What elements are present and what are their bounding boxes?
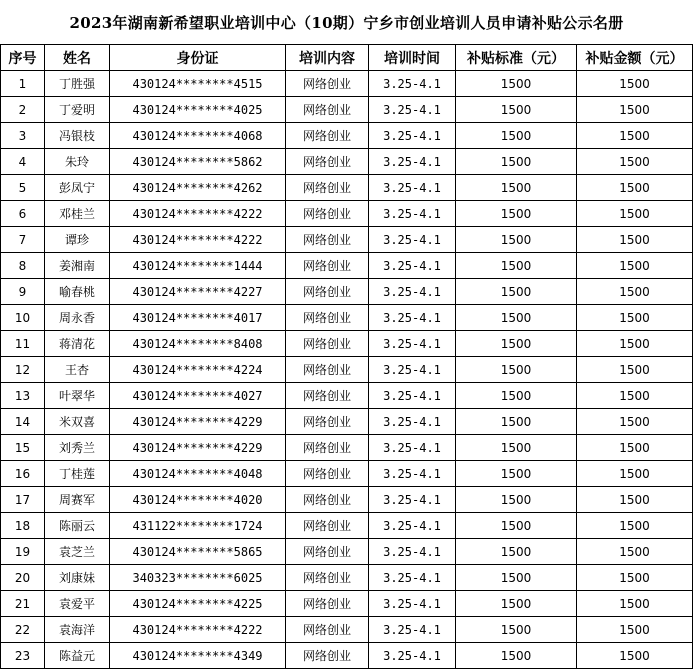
cell-id-number: 430124********4068 [110, 123, 286, 149]
cell-id-number: 430124********5862 [110, 149, 286, 175]
cell-training-content: 网络创业 [286, 357, 369, 383]
cell-name: 朱玲 [45, 149, 110, 175]
cell-subsidy-amount: 1500 [577, 617, 693, 643]
cell-subsidy-standard: 1500 [456, 305, 577, 331]
cell-subsidy-amount: 1500 [577, 305, 693, 331]
cell-subsidy-standard: 1500 [456, 227, 577, 253]
cell-name: 刘康妹 [45, 565, 110, 591]
cell-training-content: 网络创业 [286, 331, 369, 357]
cell-subsidy-amount: 1500 [577, 253, 693, 279]
cell-training-content: 网络创业 [286, 643, 369, 669]
cell-subsidy-standard: 1500 [456, 487, 577, 513]
cell-subsidy-amount: 1500 [577, 123, 693, 149]
cell-subsidy-amount: 1500 [577, 331, 693, 357]
cell-training-content: 网络创业 [286, 149, 369, 175]
cell-index: 4 [1, 149, 45, 175]
table-row [1, 175, 693, 201]
cell-training-time: 3.25-4.1 [369, 175, 456, 201]
cell-name: 谭珍 [45, 227, 110, 253]
cell-subsidy-standard: 1500 [456, 149, 577, 175]
cell-index: 20 [1, 565, 45, 591]
cell-index: 23 [1, 643, 45, 669]
cell-index: 13 [1, 383, 45, 409]
cell-id-number: 430124********4222 [110, 201, 286, 227]
table-row [1, 357, 693, 383]
cell-subsidy-amount: 1500 [577, 435, 693, 461]
table-body [1, 71, 693, 669]
cell-subsidy-amount: 1500 [577, 461, 693, 487]
table-row [1, 461, 693, 487]
column-header-name: 姓名 [45, 45, 110, 71]
cell-training-content: 网络创业 [286, 175, 369, 201]
cell-index: 16 [1, 461, 45, 487]
cell-name: 米双喜 [45, 409, 110, 435]
cell-training-time: 3.25-4.1 [369, 227, 456, 253]
cell-id-number: 430124********1444 [110, 253, 286, 279]
cell-index: 1 [1, 71, 45, 97]
column-header-subsidy-standard: 补贴标准（元） [456, 45, 577, 71]
table-row [1, 123, 693, 149]
table-row [1, 643, 693, 669]
cell-index: 14 [1, 409, 45, 435]
cell-index: 9 [1, 279, 45, 305]
cell-id-number: 430124********4229 [110, 409, 286, 435]
cell-training-time: 3.25-4.1 [369, 253, 456, 279]
cell-subsidy-amount: 1500 [577, 513, 693, 539]
cell-training-content: 网络创业 [286, 591, 369, 617]
cell-id-number: 430124********4349 [110, 643, 286, 669]
cell-name: 刘秀兰 [45, 435, 110, 461]
cell-training-content: 网络创业 [286, 305, 369, 331]
cell-name: 袁芝兰 [45, 539, 110, 565]
cell-id-number: 430124********4222 [110, 227, 286, 253]
table-row [1, 71, 693, 97]
cell-training-content: 网络创业 [286, 201, 369, 227]
cell-index: 11 [1, 331, 45, 357]
cell-name: 周赛军 [45, 487, 110, 513]
table-row [1, 253, 693, 279]
cell-training-content: 网络创业 [286, 227, 369, 253]
cell-subsidy-standard: 1500 [456, 279, 577, 305]
cell-name: 丁桂莲 [45, 461, 110, 487]
cell-name: 姜湘南 [45, 253, 110, 279]
cell-id-number: 430124********4027 [110, 383, 286, 409]
table-row [1, 201, 693, 227]
cell-subsidy-standard: 1500 [456, 461, 577, 487]
cell-name: 丁胜强 [45, 71, 110, 97]
column-header-index: 序号 [1, 45, 45, 71]
cell-name: 蒋清花 [45, 331, 110, 357]
cell-subsidy-standard: 1500 [456, 71, 577, 97]
cell-training-content: 网络创业 [286, 513, 369, 539]
cell-subsidy-amount: 1500 [577, 175, 693, 201]
cell-subsidy-standard: 1500 [456, 97, 577, 123]
cell-name: 袁海洋 [45, 617, 110, 643]
cell-name: 邓桂兰 [45, 201, 110, 227]
cell-index: 12 [1, 357, 45, 383]
column-header-id-number: 身份证 [110, 45, 286, 71]
cell-id-number: 430124********4020 [110, 487, 286, 513]
cell-subsidy-amount: 1500 [577, 227, 693, 253]
cell-name: 陈益元 [45, 643, 110, 669]
cell-index: 18 [1, 513, 45, 539]
cell-name: 冯银枝 [45, 123, 110, 149]
cell-training-time: 3.25-4.1 [369, 149, 456, 175]
cell-subsidy-amount: 1500 [577, 357, 693, 383]
cell-subsidy-amount: 1500 [577, 487, 693, 513]
cell-id-number: 431122********1724 [110, 513, 286, 539]
cell-index: 10 [1, 305, 45, 331]
cell-subsidy-standard: 1500 [456, 201, 577, 227]
cell-training-content: 网络创业 [286, 97, 369, 123]
cell-subsidy-standard: 1500 [456, 539, 577, 565]
cell-subsidy-standard: 1500 [456, 331, 577, 357]
cell-training-time: 3.25-4.1 [369, 305, 456, 331]
cell-subsidy-standard: 1500 [456, 409, 577, 435]
subsidy-roster-table [0, 44, 693, 669]
cell-name: 王杏 [45, 357, 110, 383]
cell-id-number: 430124********4229 [110, 435, 286, 461]
cell-index: 8 [1, 253, 45, 279]
cell-training-time: 3.25-4.1 [369, 643, 456, 669]
cell-training-time: 3.25-4.1 [369, 71, 456, 97]
cell-id-number: 430124********5865 [110, 539, 286, 565]
cell-index: 19 [1, 539, 45, 565]
cell-subsidy-amount: 1500 [577, 591, 693, 617]
cell-name: 丁爱明 [45, 97, 110, 123]
table-row [1, 331, 693, 357]
cell-index: 3 [1, 123, 45, 149]
cell-training-content: 网络创业 [286, 279, 369, 305]
cell-subsidy-amount: 1500 [577, 71, 693, 97]
cell-training-time: 3.25-4.1 [369, 461, 456, 487]
cell-training-time: 3.25-4.1 [369, 279, 456, 305]
column-header-training-content: 培训内容 [286, 45, 369, 71]
cell-id-number: 430124********4017 [110, 305, 286, 331]
cell-id-number: 430124********4262 [110, 175, 286, 201]
cell-name: 喻春桃 [45, 279, 110, 305]
column-header-training-time: 培训时间 [369, 45, 456, 71]
cell-index: 7 [1, 227, 45, 253]
cell-training-content: 网络创业 [286, 487, 369, 513]
cell-training-content: 网络创业 [286, 539, 369, 565]
cell-training-content: 网络创业 [286, 123, 369, 149]
cell-index: 2 [1, 97, 45, 123]
cell-id-number: 430124********4025 [110, 97, 286, 123]
cell-index: 22 [1, 617, 45, 643]
cell-subsidy-amount: 1500 [577, 539, 693, 565]
table-row [1, 409, 693, 435]
cell-id-number: 430124********4224 [110, 357, 286, 383]
cell-training-content: 网络创业 [286, 383, 369, 409]
cell-subsidy-amount: 1500 [577, 201, 693, 227]
cell-training-time: 3.25-4.1 [369, 591, 456, 617]
cell-index: 21 [1, 591, 45, 617]
cell-id-number: 430124********4222 [110, 617, 286, 643]
cell-subsidy-amount: 1500 [577, 149, 693, 175]
cell-subsidy-amount: 1500 [577, 409, 693, 435]
cell-training-content: 网络创业 [286, 461, 369, 487]
table-row [1, 487, 693, 513]
cell-subsidy-standard: 1500 [456, 383, 577, 409]
cell-subsidy-standard: 1500 [456, 513, 577, 539]
cell-id-number: 430124********4048 [110, 461, 286, 487]
cell-training-time: 3.25-4.1 [369, 435, 456, 461]
cell-training-content: 网络创业 [286, 253, 369, 279]
cell-name: 叶翠华 [45, 383, 110, 409]
cell-subsidy-standard: 1500 [456, 591, 577, 617]
cell-name: 彭凤宁 [45, 175, 110, 201]
table-row [1, 513, 693, 539]
cell-subsidy-amount: 1500 [577, 383, 693, 409]
cell-training-time: 3.25-4.1 [369, 123, 456, 149]
cell-subsidy-amount: 1500 [577, 279, 693, 305]
cell-training-time: 3.25-4.1 [369, 97, 456, 123]
cell-training-time: 3.25-4.1 [369, 565, 456, 591]
cell-index: 5 [1, 175, 45, 201]
cell-subsidy-standard: 1500 [456, 643, 577, 669]
table-header-row [1, 45, 693, 71]
cell-training-content: 网络创业 [286, 617, 369, 643]
cell-name: 袁爱平 [45, 591, 110, 617]
cell-subsidy-amount: 1500 [577, 643, 693, 669]
table-row [1, 279, 693, 305]
cell-training-time: 3.25-4.1 [369, 539, 456, 565]
column-header-subsidy-amount: 补贴金额（元） [577, 45, 693, 71]
cell-training-time: 3.25-4.1 [369, 617, 456, 643]
table-row [1, 539, 693, 565]
table-row [1, 383, 693, 409]
cell-subsidy-amount: 1500 [577, 97, 693, 123]
cell-name: 周永香 [45, 305, 110, 331]
cell-training-content: 网络创业 [286, 565, 369, 591]
cell-id-number: 430124********4225 [110, 591, 286, 617]
cell-subsidy-standard: 1500 [456, 175, 577, 201]
cell-training-content: 网络创业 [286, 71, 369, 97]
table-row [1, 591, 693, 617]
table-row [1, 435, 693, 461]
cell-subsidy-standard: 1500 [456, 565, 577, 591]
cell-id-number: 430124********4227 [110, 279, 286, 305]
cell-subsidy-standard: 1500 [456, 123, 577, 149]
cell-training-time: 3.25-4.1 [369, 409, 456, 435]
cell-name: 陈丽云 [45, 513, 110, 539]
cell-training-time: 3.25-4.1 [369, 201, 456, 227]
cell-subsidy-amount: 1500 [577, 565, 693, 591]
cell-training-time: 3.25-4.1 [369, 513, 456, 539]
cell-subsidy-standard: 1500 [456, 253, 577, 279]
cell-training-content: 网络创业 [286, 435, 369, 461]
cell-training-time: 3.25-4.1 [369, 383, 456, 409]
cell-training-time: 3.25-4.1 [369, 357, 456, 383]
page-title: 2023年湖南新希望职业培训中心（10期）宁乡市创业培训人员申请补贴公示名册 [69, 13, 624, 32]
cell-id-number: 340323********6025 [110, 565, 286, 591]
table-row [1, 227, 693, 253]
cell-index: 17 [1, 487, 45, 513]
table-row [1, 305, 693, 331]
table-row [1, 617, 693, 643]
cell-subsidy-standard: 1500 [456, 435, 577, 461]
cell-training-time: 3.25-4.1 [369, 487, 456, 513]
cell-index: 6 [1, 201, 45, 227]
cell-subsidy-standard: 1500 [456, 617, 577, 643]
cell-training-time: 3.25-4.1 [369, 331, 456, 357]
cell-training-content: 网络创业 [286, 409, 369, 435]
table-row [1, 97, 693, 123]
cell-subsidy-standard: 1500 [456, 357, 577, 383]
cell-id-number: 430124********8408 [110, 331, 286, 357]
cell-index: 15 [1, 435, 45, 461]
cell-id-number: 430124********4515 [110, 71, 286, 97]
table-row [1, 565, 693, 591]
table-row [1, 149, 693, 175]
